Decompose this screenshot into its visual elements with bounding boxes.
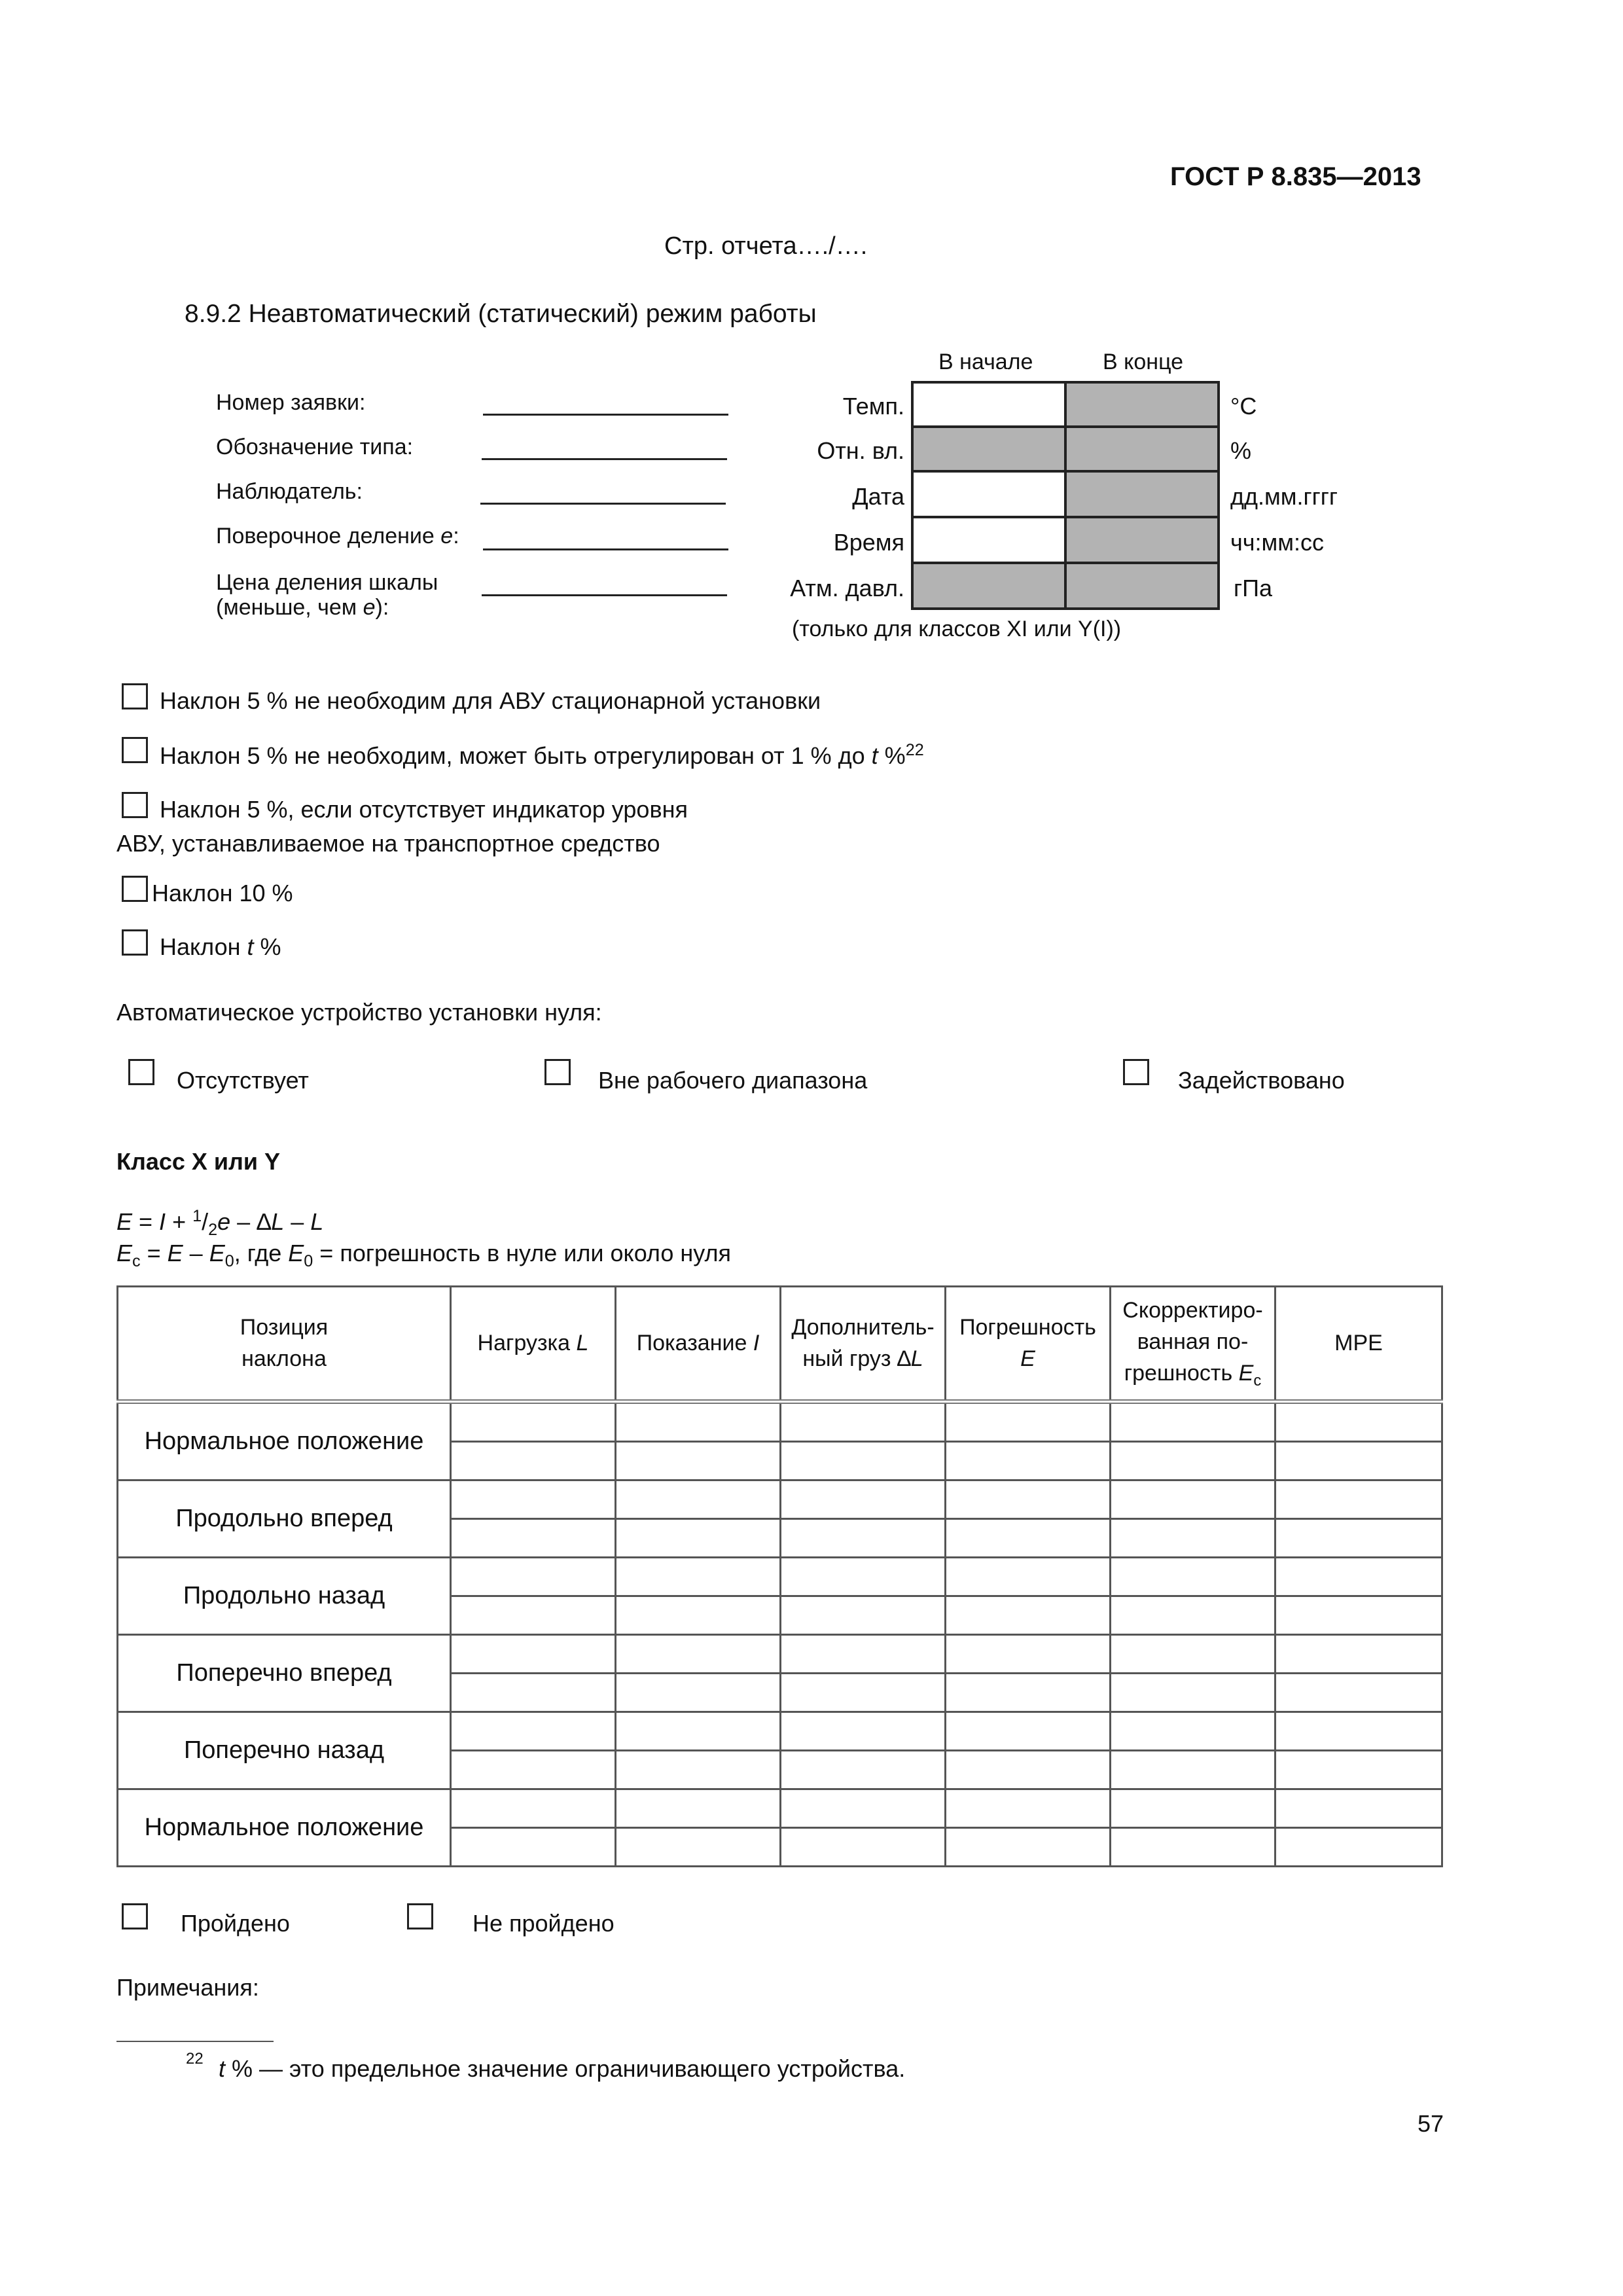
formula-error: $E = I + ^1/_2e - \Delta L - L$ [116,1207,324,1240]
report-page-counter: Стр. отчета…./…. [664,232,868,260]
results-table [116,1285,1443,1867]
tilt-option-checkbox-1[interactable] [122,683,148,709]
table-cell[interactable] [616,1789,781,1828]
col-header-mpe: MPE [1275,1287,1442,1402]
table-cell[interactable] [1275,1480,1442,1519]
tilt-position-cell: Поперечно вперед [118,1635,451,1712]
table-cell[interactable] [1111,1596,1275,1635]
table-cell[interactable] [616,1480,781,1519]
tilt-position-cell: Нормальное положение [118,1402,451,1480]
zero-device-absent-label: Отсутствует [177,1067,309,1094]
table-cell[interactable] [451,1480,616,1519]
table-cell[interactable] [946,1480,1111,1519]
condition-label-time: Время [833,529,904,556]
table-cell[interactable] [616,1558,781,1596]
tilt-option-label-1: Наклон 5 % не необходим для АВУ стационарной установки [160,687,821,714]
table-cell[interactable] [616,1519,781,1558]
tilt-option-checkbox-4[interactable] [122,876,148,902]
table-cell[interactable] [1111,1558,1275,1596]
field-line-type-designation[interactable] [482,458,727,460]
table-cell[interactable] [451,1635,616,1674]
table-cell[interactable] [1275,1402,1442,1442]
col-header-indication: Показание I [616,1287,781,1402]
table-cell[interactable] [1111,1751,1275,1789]
table-cell[interactable] [946,1519,1111,1558]
condition-humidity-start [911,425,1067,473]
table-cell[interactable] [616,1596,781,1635]
table-cell[interactable] [616,1674,781,1712]
tilt-option-label-3-line2: АВУ, устанавливаемое на транспортное средство [116,830,660,857]
field-label-verification-division: Поверочное деление e: [216,524,459,548]
table-cell[interactable] [946,1635,1111,1674]
result-failed-checkbox[interactable] [407,1903,433,1929]
zero-device-absent-checkbox[interactable] [128,1059,154,1085]
table-cell[interactable] [946,1596,1111,1635]
condition-label-humidity: Отн. вл. [817,437,904,464]
table-cell[interactable] [781,1402,946,1442]
table-cell[interactable] [946,1789,1111,1828]
table-cell[interactable] [781,1558,946,1596]
result-failed-label: Не пройдено [473,1910,615,1937]
condition-unit-date: дд.мм.гггг [1230,483,1338,510]
table-cell[interactable] [1275,1519,1442,1558]
table-cell[interactable] [451,1789,616,1828]
condition-date-start[interactable] [911,470,1067,518]
table-cell[interactable] [946,1558,1111,1596]
table-cell[interactable] [781,1789,946,1828]
condition-time-end [1064,516,1220,564]
table-cell[interactable] [781,1635,946,1674]
tilt-option-label-3: Наклон 5 %, если отсутствует индикатор уровня [160,796,688,823]
table-cell[interactable] [781,1828,946,1867]
table-cell[interactable] [781,1480,946,1519]
zero-device-title: Автоматическое устройство установки нуля: [116,999,602,1026]
table-cell[interactable] [1111,1442,1275,1480]
table-cell[interactable] [946,1442,1111,1480]
result-passed-checkbox[interactable] [122,1903,148,1929]
table-cell[interactable] [1275,1789,1442,1828]
field-label-type-designation: Обозначение типа: [216,435,414,459]
condition-label-temperature: Темп. [842,393,904,420]
table-cell[interactable] [451,1442,616,1480]
table-cell[interactable] [451,1519,616,1558]
condition-unit-temperature: °C [1230,393,1257,420]
col-header-corrected-error: Скорректиро- ванная по- грешность $E_c$ [1111,1287,1275,1402]
footnote-ref: 22 [905,741,924,759]
table-cell[interactable] [1111,1519,1275,1558]
table-cell[interactable] [1275,1635,1442,1674]
table-cell[interactable] [1275,1751,1442,1789]
condition-unit-time: чч:мм:сс [1230,529,1325,556]
col-header-load: Нагрузка L [451,1287,616,1402]
tilt-position-cell: Продольно вперед [118,1480,451,1558]
field-line-scale-interval[interactable] [482,594,727,596]
table-cell[interactable] [1111,1828,1275,1867]
condition-time-start[interactable] [911,516,1067,564]
condition-label-pressure: Атм. давл. [790,575,904,601]
col-header-error: Погрешность E [946,1287,1111,1402]
table-cell[interactable] [946,1712,1111,1751]
col-header-additional-load: Дополнитель- ный груз ∆L [781,1287,946,1402]
table-cell[interactable] [946,1674,1111,1712]
table-cell[interactable] [1111,1789,1275,1828]
table-row [118,1402,1442,1442]
table-cell[interactable] [451,1828,616,1867]
condition-temperature-start[interactable] [911,381,1067,428]
table-cell[interactable] [1275,1712,1442,1751]
table-cell[interactable] [781,1442,946,1480]
tilt-position-cell: Продольно назад [118,1558,451,1635]
table-cell[interactable] [616,1635,781,1674]
table-cell[interactable] [781,1712,946,1751]
zero-device-enabled-label: Задействовано [1178,1067,1345,1094]
field-label-application-number: Номер заявки: [216,390,366,415]
table-cell[interactable] [451,1596,616,1635]
page-number: 57 [1418,2110,1444,2137]
table-cell[interactable] [1275,1442,1442,1480]
table-cell[interactable] [1111,1635,1275,1674]
table-cell[interactable] [1111,1402,1275,1442]
table-cell[interactable] [946,1751,1111,1789]
table-cell[interactable] [616,1828,781,1867]
tilt-option-label-2: Наклон 5 % не необходим, может быть отрегулирован от 1 % до t %$^{22}$ [160,741,924,769]
tilt-option-checkbox-2[interactable] [122,737,148,763]
tilt-option-checkbox-3[interactable] [122,792,148,818]
table-cell[interactable] [451,1712,616,1751]
section-title: 8.9.2 Неавтоматический (статический) режим работы [185,300,817,328]
conditions-col-end: В конце [1103,350,1184,374]
table-cell[interactable] [946,1402,1111,1442]
condition-unit-humidity: % [1230,437,1252,464]
table-cell[interactable] [1275,1558,1442,1596]
table-row [118,1635,1442,1674]
table-cell[interactable] [451,1558,616,1596]
table-row [118,1789,1442,1828]
table-cell[interactable] [616,1442,781,1480]
col-header-tilt-position: Позиция наклона [118,1287,451,1402]
table-cell[interactable] [781,1519,946,1558]
table-header-row [118,1287,1442,1402]
formula-corrected-error: $E_c = E - E_0$, где $E_0$ = погрешность в нуле или около нуля [116,1240,731,1271]
table-cell[interactable] [451,1674,616,1712]
table-row [118,1558,1442,1596]
field-line-verification-division[interactable] [483,548,728,550]
table-cell[interactable] [451,1751,616,1789]
table-cell[interactable] [616,1712,781,1751]
table-cell[interactable] [1275,1828,1442,1867]
table-cell[interactable] [1111,1674,1275,1712]
table-cell[interactable] [616,1402,781,1442]
conditions-col-start: В начале [938,350,1033,374]
table-cell[interactable] [616,1751,781,1789]
table-cell[interactable] [1111,1480,1275,1519]
zero-device-enabled-checkbox[interactable] [1123,1059,1149,1085]
condition-temperature-end [1064,381,1220,428]
field-line-observer[interactable] [480,503,726,505]
tilt-position-cell: Поперечно назад [118,1712,451,1789]
field-label-observer: Наблюдатель: [216,479,363,504]
table-cell[interactable] [781,1596,946,1635]
condition-humidity-end [1064,425,1220,473]
table-cell[interactable] [1111,1712,1275,1751]
table-row [118,1712,1442,1751]
notes-label: Примечания: [116,1974,259,2001]
footnote-number: 22 [186,2050,204,2068]
condition-date-end [1064,470,1220,518]
tilt-option-label-4: Наклон 10 % [152,880,293,906]
field-line-application-number[interactable] [483,414,728,416]
condition-unit-pressure: гПа [1234,575,1273,601]
standard-code: ГОСТ Р 8.835—2013 [1170,162,1421,191]
table-row [118,1480,1442,1519]
field-label-scale-interval: Цена деления шкалы (меньше, чем e): [216,570,438,620]
table-cell[interactable] [781,1751,946,1789]
conditions-note: (только для классов XI или Y(I)) [792,617,1122,641]
tilt-option-label-5: Наклон t % [160,933,281,960]
condition-pressure-start [911,562,1067,610]
result-passed-label: Пройдено [181,1910,290,1937]
zero-device-out-of-range-checkbox[interactable] [544,1059,571,1085]
tilt-position-cell: Нормальное положение [118,1789,451,1867]
table-cell[interactable] [781,1674,946,1712]
footnote-rule [116,2041,274,2042]
footnote-text: t % — это предельное значение ограничивающего устройства. [219,2055,906,2082]
table-cell[interactable] [946,1828,1111,1867]
tilt-option-checkbox-5[interactable] [122,929,148,956]
condition-pressure-end [1064,562,1220,610]
condition-label-date: Дата [852,483,904,510]
table-cell[interactable] [451,1402,616,1442]
zero-device-out-of-range-label: Вне рабочего диапазона [598,1067,868,1094]
table-cell[interactable] [1275,1674,1442,1712]
table-cell[interactable] [1275,1596,1442,1635]
class-title: Класс X или Y [116,1148,281,1175]
